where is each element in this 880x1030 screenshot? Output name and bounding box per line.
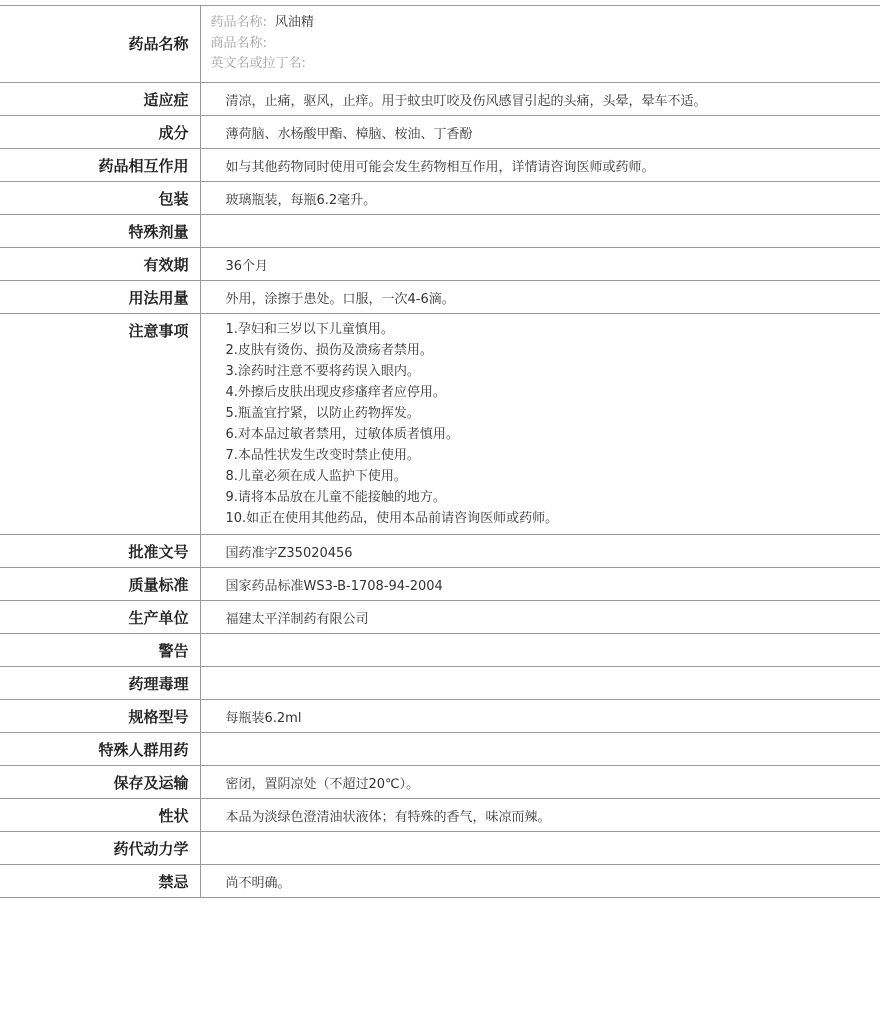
row-precautions [0, 314, 880, 535]
precaution-item: 4.外擦后皮肤出现皮疹瘙痒者应停用。 [225, 385, 446, 400]
precaution-item: 6.对本品过敏者禁用，过敏体质者慎用。 [225, 427, 459, 442]
row-indications [0, 83, 880, 116]
row-label: 规格型号 [0, 700, 200, 733]
row-value [200, 215, 880, 248]
row-ingredients [0, 116, 880, 149]
row-value: 国药准字Z35020456 [225, 545, 353, 561]
generic-name-key: 药品名称: [210, 15, 267, 30]
precaution-item: 10.如正在使用其他药品，使用本品前请咨询医师或药师。 [225, 511, 559, 526]
trade-name-key: 商品名称: [210, 35, 267, 51]
row-label: 成分 [0, 116, 200, 149]
row-value: 36个月 [225, 258, 269, 274]
row-label: 包装 [0, 182, 200, 215]
row-value: 福建太平洋制药有限公司 [225, 611, 369, 627]
row-label: 药品相互作用 [0, 149, 200, 182]
row-storage [0, 766, 880, 799]
row-value [200, 6, 880, 83]
generic-name-value: 风油精 [274, 15, 314, 30]
row-value: 本品为淡绿色澄清油状液体；有特殊的香气，味凉而辣。 [225, 809, 551, 825]
row-label: 药品名称 [0, 6, 200, 83]
row-label: 保存及运输 [0, 766, 200, 799]
row-special-dosage [0, 215, 880, 248]
row-label: 批准文号 [0, 535, 200, 568]
precaution-item: 5.瓶盖宜拧紧，以防止药物挥发。 [225, 406, 420, 421]
row-manufacturer [0, 601, 880, 634]
row-usage [0, 281, 880, 314]
row-value [200, 667, 880, 700]
precaution-item: 8.儿童必须在成人监护下使用。 [225, 469, 407, 484]
row-packaging [0, 182, 880, 215]
row-value: 尚不明确。 [225, 875, 291, 891]
row-specification [0, 700, 880, 733]
row-value: 每瓶装6.2ml [225, 710, 302, 726]
row-toxicology [0, 667, 880, 700]
row-interactions [0, 149, 880, 182]
trade-name-line [211, 34, 880, 55]
precaution-item: 1.孕妇和三岁以下儿童慎用。 [225, 322, 394, 337]
row-label: 用法用量 [0, 281, 200, 314]
row-label: 禁忌 [0, 865, 200, 898]
row-drug-name [0, 6, 880, 83]
row-value [200, 733, 880, 766]
row-special-groups [0, 733, 880, 766]
row-value [200, 634, 880, 667]
generic-name-line [211, 13, 880, 34]
row-value: 如与其他药物同时使用可能会发生药物相互作用，详情请咨询医师或药师。 [225, 159, 655, 175]
row-label: 药理毒理 [0, 667, 200, 700]
row-validity [0, 248, 880, 281]
latin-name-line [211, 54, 880, 75]
drug-spec-table [0, 5, 880, 898]
row-label: 有效期 [0, 248, 200, 281]
latin-name-key: 英文名或拉丁名: [210, 56, 306, 71]
row-value: 密闭，置阴凉处（不超过20℃）。 [225, 776, 420, 792]
row-value: 玻璃瓶装，每瓶6.2毫升。 [225, 192, 377, 208]
row-contraindications [0, 865, 880, 898]
row-label: 生产单位 [0, 601, 200, 634]
row-label: 适应症 [0, 83, 200, 116]
row-warning [0, 634, 880, 667]
row-pharmacokinetics [0, 832, 880, 865]
row-value: 薄荷脑、水杨酸甲酯、樟脑、桉油、丁香酚 [225, 126, 473, 142]
row-label: 注意事项 [0, 314, 200, 535]
row-quality-standard [0, 568, 880, 601]
row-label: 质量标准 [0, 568, 200, 601]
precaution-item: 2.皮肤有烫伤、损伤及溃疡者禁用。 [225, 343, 433, 358]
precaution-item: 3.涂药时注意不要将药误入眼内。 [225, 364, 420, 379]
row-label: 特殊剂量 [0, 215, 200, 248]
row-label: 警告 [0, 634, 200, 667]
row-value: 国家药品标准WS3-B-1708-94-2004 [225, 578, 443, 594]
row-label: 特殊人群用药 [0, 733, 200, 766]
row-label: 药代动力学 [0, 832, 200, 865]
row-label: 性状 [0, 799, 200, 832]
row-appearance [0, 799, 880, 832]
precaution-item: 7.本品性状发生改变时禁止使用。 [225, 448, 420, 463]
row-value [200, 314, 880, 535]
precaution-item: 9.请将本品放在儿童不能接触的地方。 [225, 490, 446, 505]
row-value: 清凉，止痛，驱风，止痒。用于蚊虫叮咬及伤风感冒引起的头痛，头晕，晕车不适。 [225, 93, 707, 109]
row-approval-number [0, 535, 880, 568]
row-value: 外用，涂擦于患处。口服，一次4-6滴。 [225, 291, 455, 307]
row-value [200, 832, 880, 865]
